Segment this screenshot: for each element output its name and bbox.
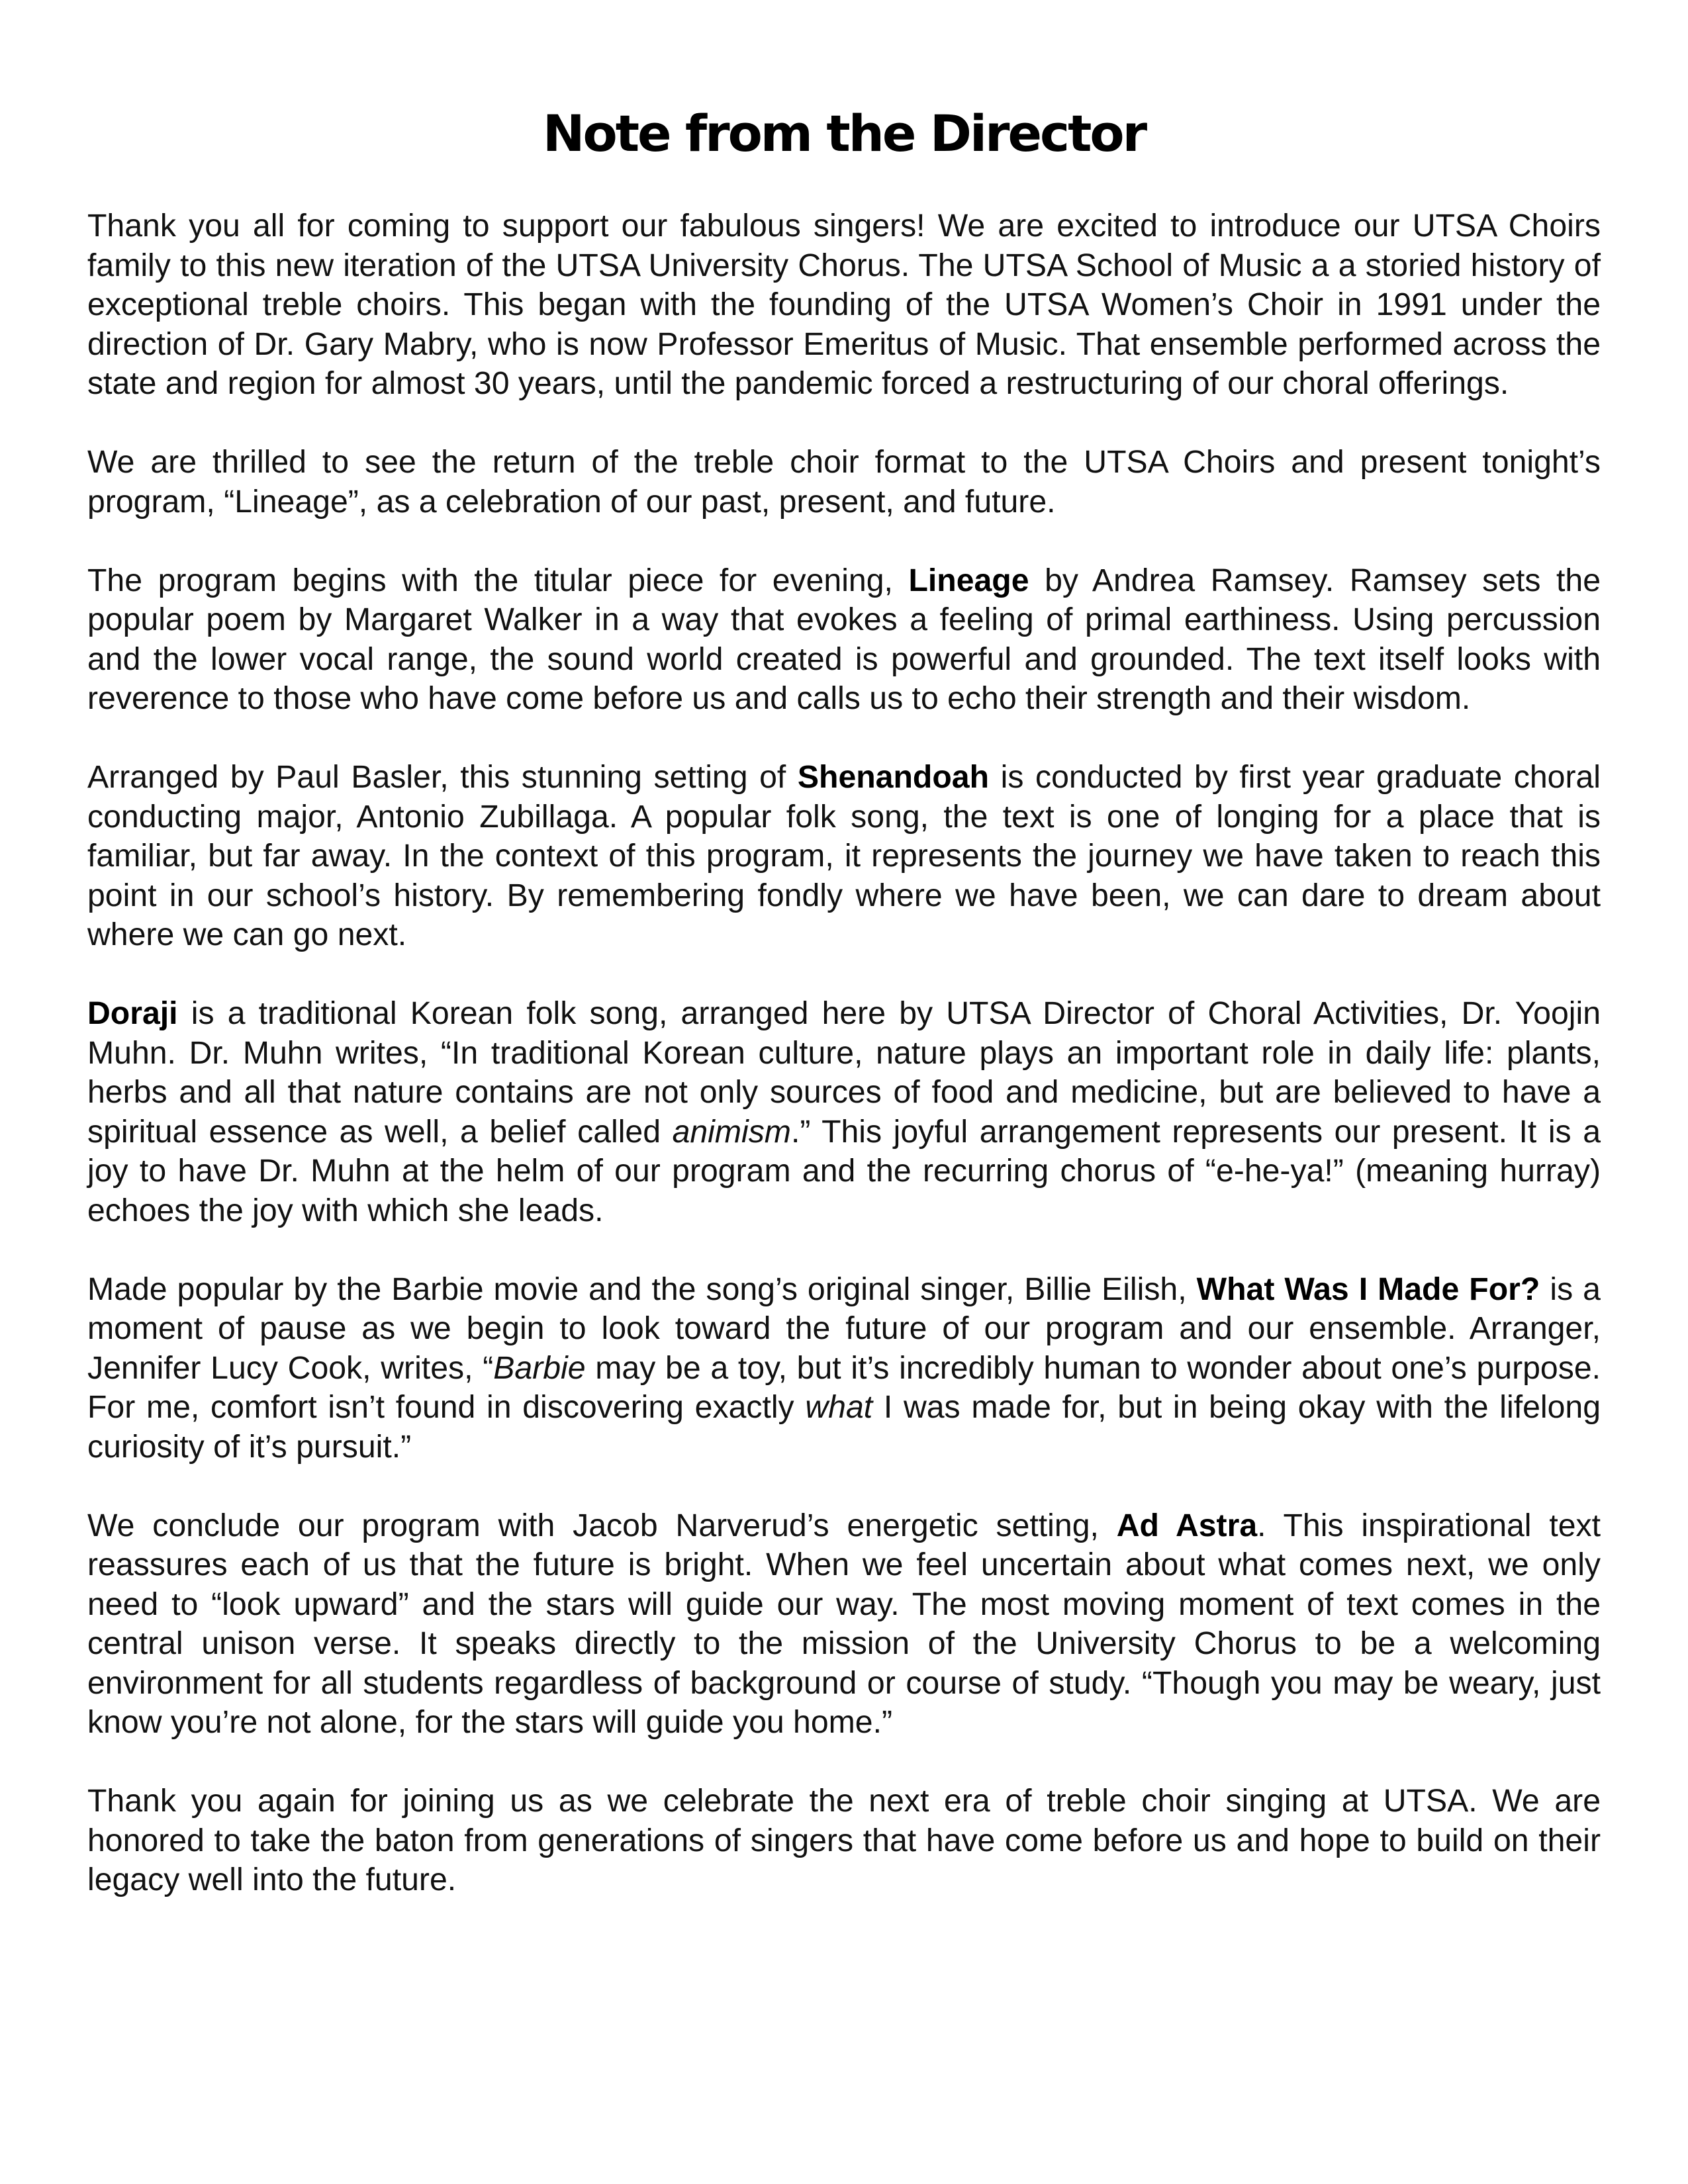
paragraph-text: .” This joyful arrangement represents our present. It is a joy to have Dr. Muhn at the helm of our program and the recurring chorus of “e-he-ya!” (meaning hurray) echoes the joy with which she leads. bbox=[87, 1113, 1601, 1228]
paragraph-lineage bbox=[87, 561, 1601, 719]
paragraph-text: is conducted by first year graduate choral conducting major, Antonio Zubillaga. A popular folk song, the text is one of longing for a place that is familiar, but far away. In the context of this program, it represents the journey we have taken to reach this point in our school’s history. By remembering fondly where we have been, we can dare to dream about where we can go next. bbox=[87, 759, 1601, 952]
piece-title-doraji: Doraji bbox=[87, 995, 178, 1031]
paragraph-what-was-i-made-for bbox=[87, 1270, 1601, 1467]
paragraph-text: may be a toy, but it’s incredibly human to wonder about one’s purpose. For me, comfort isn’t found in discovering exactly bbox=[87, 1349, 1601, 1425]
paragraph-program-intro: We are thrilled to see the return of the treble choir format to the UTSA Choirs and present tonight’s program, “Lineage”, as a celebration of our past, present, and future. bbox=[87, 444, 1601, 520]
paragraph-ad-astra bbox=[87, 1506, 1601, 1743]
paragraph-text: We conclude our program with Jacob Narverud’s energetic setting, bbox=[87, 1507, 1117, 1543]
paragraph-text: Made popular by the Barbie movie and the song’s original singer, Billie Eilish, bbox=[87, 1271, 1197, 1307]
paragraph-closing: Thank you again for joining us as we celebrate the next era of treble choir singing at UTSA. We are honored to take the baton from generations of singers that have come before us and hope to build on their legacy well into the future. bbox=[87, 1783, 1601, 1897]
paragraph-text: The program begins with the titular piece for evening, bbox=[87, 562, 909, 598]
paragraph-text: is a traditional Korean folk song, arranged here by UTSA Director of Choral Activities, Dr. Yoojin Muhn. Dr. Muhn writes, “In traditional Korean culture, nature plays an important role in daily life: plants, herbs and all that nature contains are not only sources of food and medicine, but are believed to have a spiritual essence as well, a belief called bbox=[87, 995, 1601, 1150]
paragraph-text: by Andrea Ramsey. Ramsey sets the popular poem by Margaret Walker in a way that evokes a feeling of primal earthiness. Using percussion and the lower vocal range, the sound world created is powerful and grounded. The text itself looks with reverence to those who have come before us and calls us to echo their strength and their wisdom. bbox=[87, 562, 1601, 716]
paragraph-welcome: Thank you all for coming to support our fabulous singers! We are excited to introduce our UTSA Choirs family to this new iteration of the UTSA University Chorus. The UTSA School of Music a a storied history of exceptional treble choirs. This began with the founding of the UTSA Women’s Choir in 1991 under the direction of Dr. Gary Mabry, who is now Professor Emeritus of Music. That ensemble performed across the state and region for almost 30 years, until the pandemic forced a restructuring of our choral offerings. bbox=[87, 208, 1601, 401]
paragraph-text: Arranged by Paul Basler, this stunning setting of bbox=[87, 759, 798, 795]
paragraph-text: I was made for, but in being okay with the lifelong curiosity of it’s pursuit.” bbox=[87, 1389, 1601, 1465]
piece-title-lineage: Lineage bbox=[908, 562, 1029, 598]
paragraph-shenandoah bbox=[87, 758, 1601, 955]
paragraph-doraji bbox=[87, 994, 1601, 1230]
piece-title-shenandoah: Shenandoah bbox=[797, 759, 990, 795]
italic-term: Barbie bbox=[493, 1349, 586, 1386]
paragraph-text: is a moment of pause as we begin to look toward the future of our program and our ensemble. Arranger, Jennifer Lucy Cook, writes, “ bbox=[87, 1271, 1601, 1386]
document-body bbox=[87, 206, 1601, 1939]
piece-title-what-was-i-made-for: What Was I Made For? bbox=[1196, 1271, 1540, 1307]
piece-title-ad-astra: Ad Astra bbox=[1116, 1507, 1258, 1543]
page-title: Note from the Director bbox=[542, 104, 1146, 163]
italic-term: what bbox=[805, 1389, 873, 1425]
paragraph-text: . This inspirational text reassures each of us that the future is bright. When we feel uncertain about what comes next, we only need to “look upward” and the stars will guide our way. The most moving moment of text comes in the central unison verse. It speaks directly to the mission of the University Chorus to be a welcoming environment for all students regardless of background or course of study. “Though you may be weary, just know you’re not alone, for the stars will guide you home.” bbox=[87, 1507, 1601, 1740]
italic-term: animism bbox=[672, 1113, 791, 1150]
